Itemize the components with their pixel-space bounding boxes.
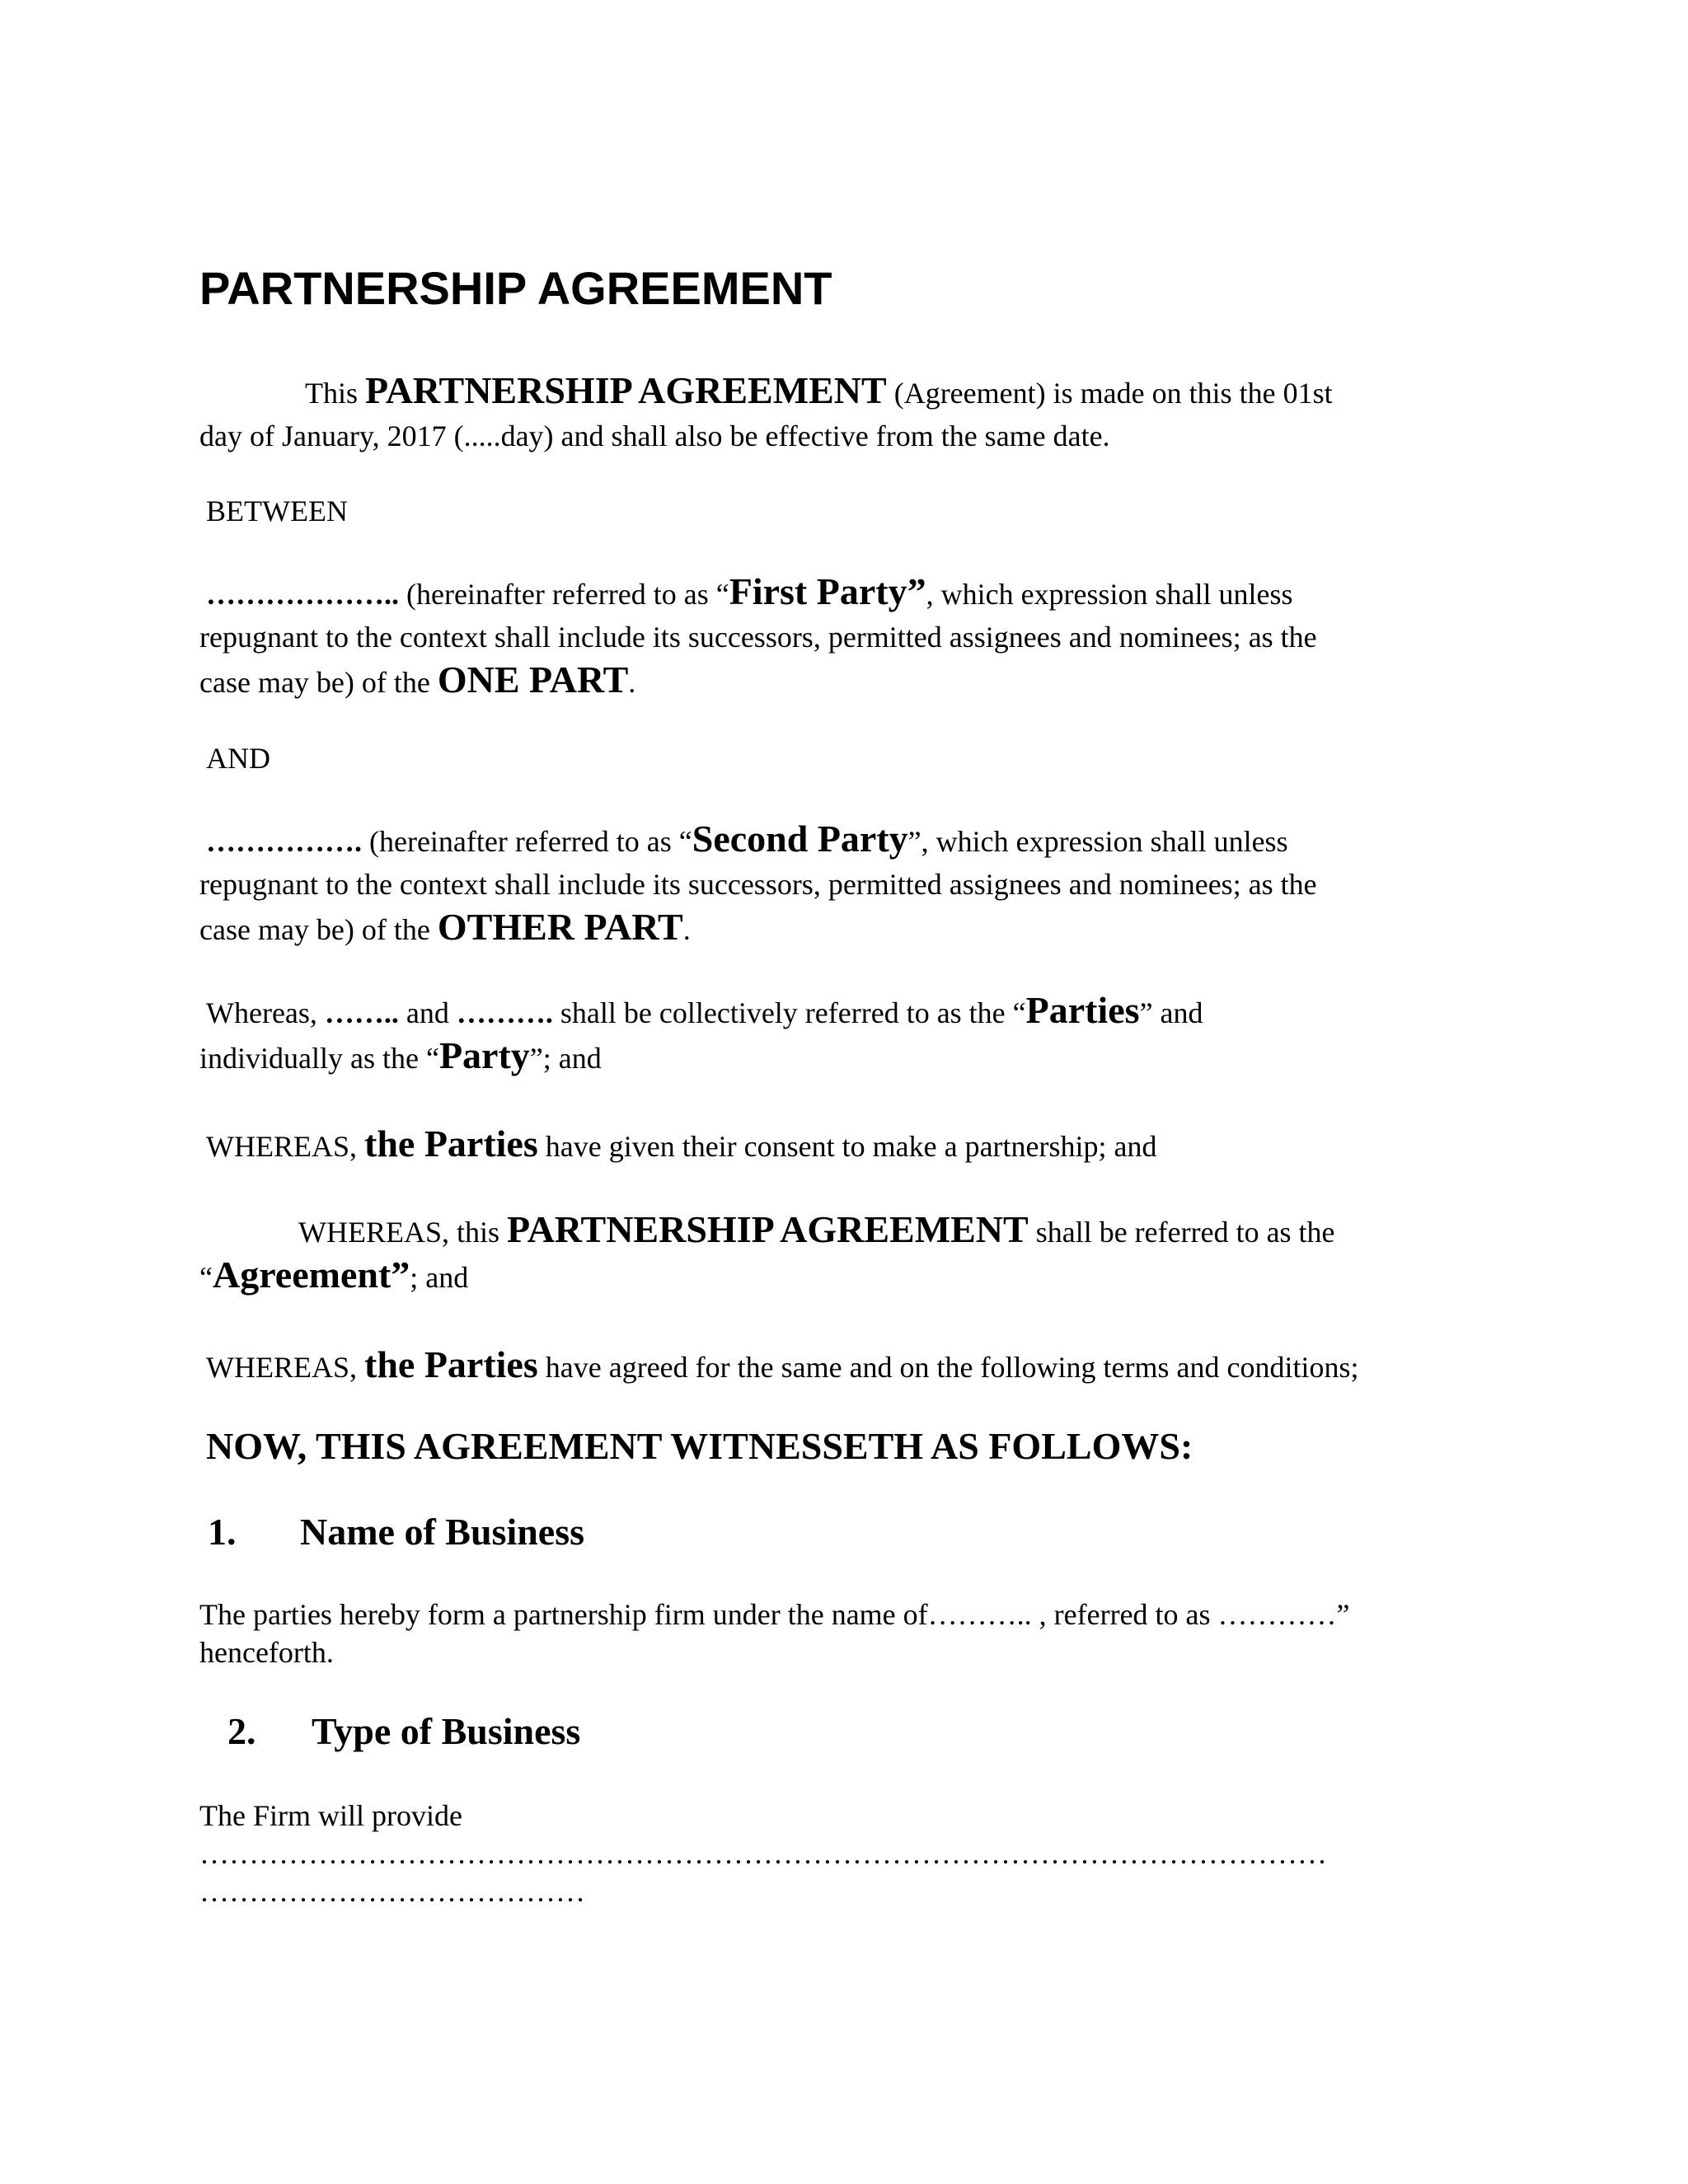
- whereas-consent-paragraph: WHEREAS, the Parties have given their consent to make a partnership; and: [206, 1122, 1157, 1165]
- second-party-paragraph: ……………. (hereinafter referred to as “Second Party”, which expression shall unless repugnant to the context shall include its successors, permitted assignees and nominees; as the case may be) of the OTHER PART.: [199, 818, 1317, 948]
- witnesseth-heading: NOW, THIS AGREEMENT WITNESSETH AS FOLLOWS:: [206, 1425, 1193, 1467]
- party-term: Party: [438, 1034, 530, 1076]
- section-body: The parties hereby form a partnership firm under the name of……….. , referred to as …………” henceforth.: [199, 1598, 1350, 1669]
- second-party-term: Second Party: [692, 818, 908, 860]
- the-parties-term: the Parties: [364, 1122, 538, 1165]
- agreement-bold-title: PARTNERSHIP AGREEMENT: [507, 1208, 1029, 1250]
- intro-bold-title: PARTNERSHIP AGREEMENT: [365, 369, 887, 411]
- section-title: Type of Business: [312, 1710, 581, 1752]
- section-title: Name of Business: [300, 1511, 585, 1553]
- document-title: PARTNERSHIP AGREEMENT: [199, 262, 832, 314]
- the-parties-term-2: the Parties: [364, 1343, 538, 1385]
- intro-paragraph: This PARTNERSHIP AGREEMENT (Agreement) is made on this the 01st day of January, 2017 (.....day) and shall also be effective from the same date.: [199, 369, 1333, 452]
- one-part-term: ONE PART: [437, 658, 629, 701]
- section-heading: [227, 1710, 581, 1752]
- section-number: 2.: [227, 1710, 256, 1752]
- other-part-term: OTHER PART: [437, 906, 683, 948]
- whereas-parties-paragraph: Whereas, …….. and ………. shall be collectively referred to as the “Parties” and individually as the “Party”; and: [199, 989, 1203, 1076]
- whereas-agreement-paragraph: WHEREAS, this PARTNERSHIP AGREEMENT shall be referred to as the “Agreement”; and: [199, 1208, 1335, 1296]
- first-party-term: First Party”: [729, 570, 926, 612]
- section-heading: [208, 1513, 584, 1551]
- section-body: The Firm will provide …………………………………………………………………………………………………… …………………………………: [199, 1799, 1327, 1908]
- first-party-paragraph: ……………….. (hereinafter referred to as “First Party”, which expression shall unless repugnant to the context shall include its successors, permitted assignees and nominees; as the case may be) of the ONE PART.: [199, 570, 1317, 701]
- agreement-term: Agreement”: [212, 1254, 410, 1296]
- section-number: 1.: [208, 1511, 237, 1553]
- whereas-terms-paragraph: WHEREAS, the Parties have agreed for the same and on the following terms and conditions;: [206, 1343, 1359, 1385]
- and-label: AND: [206, 742, 270, 775]
- parties-term: Parties: [1025, 989, 1140, 1031]
- between-label: BETWEEN: [206, 494, 348, 527]
